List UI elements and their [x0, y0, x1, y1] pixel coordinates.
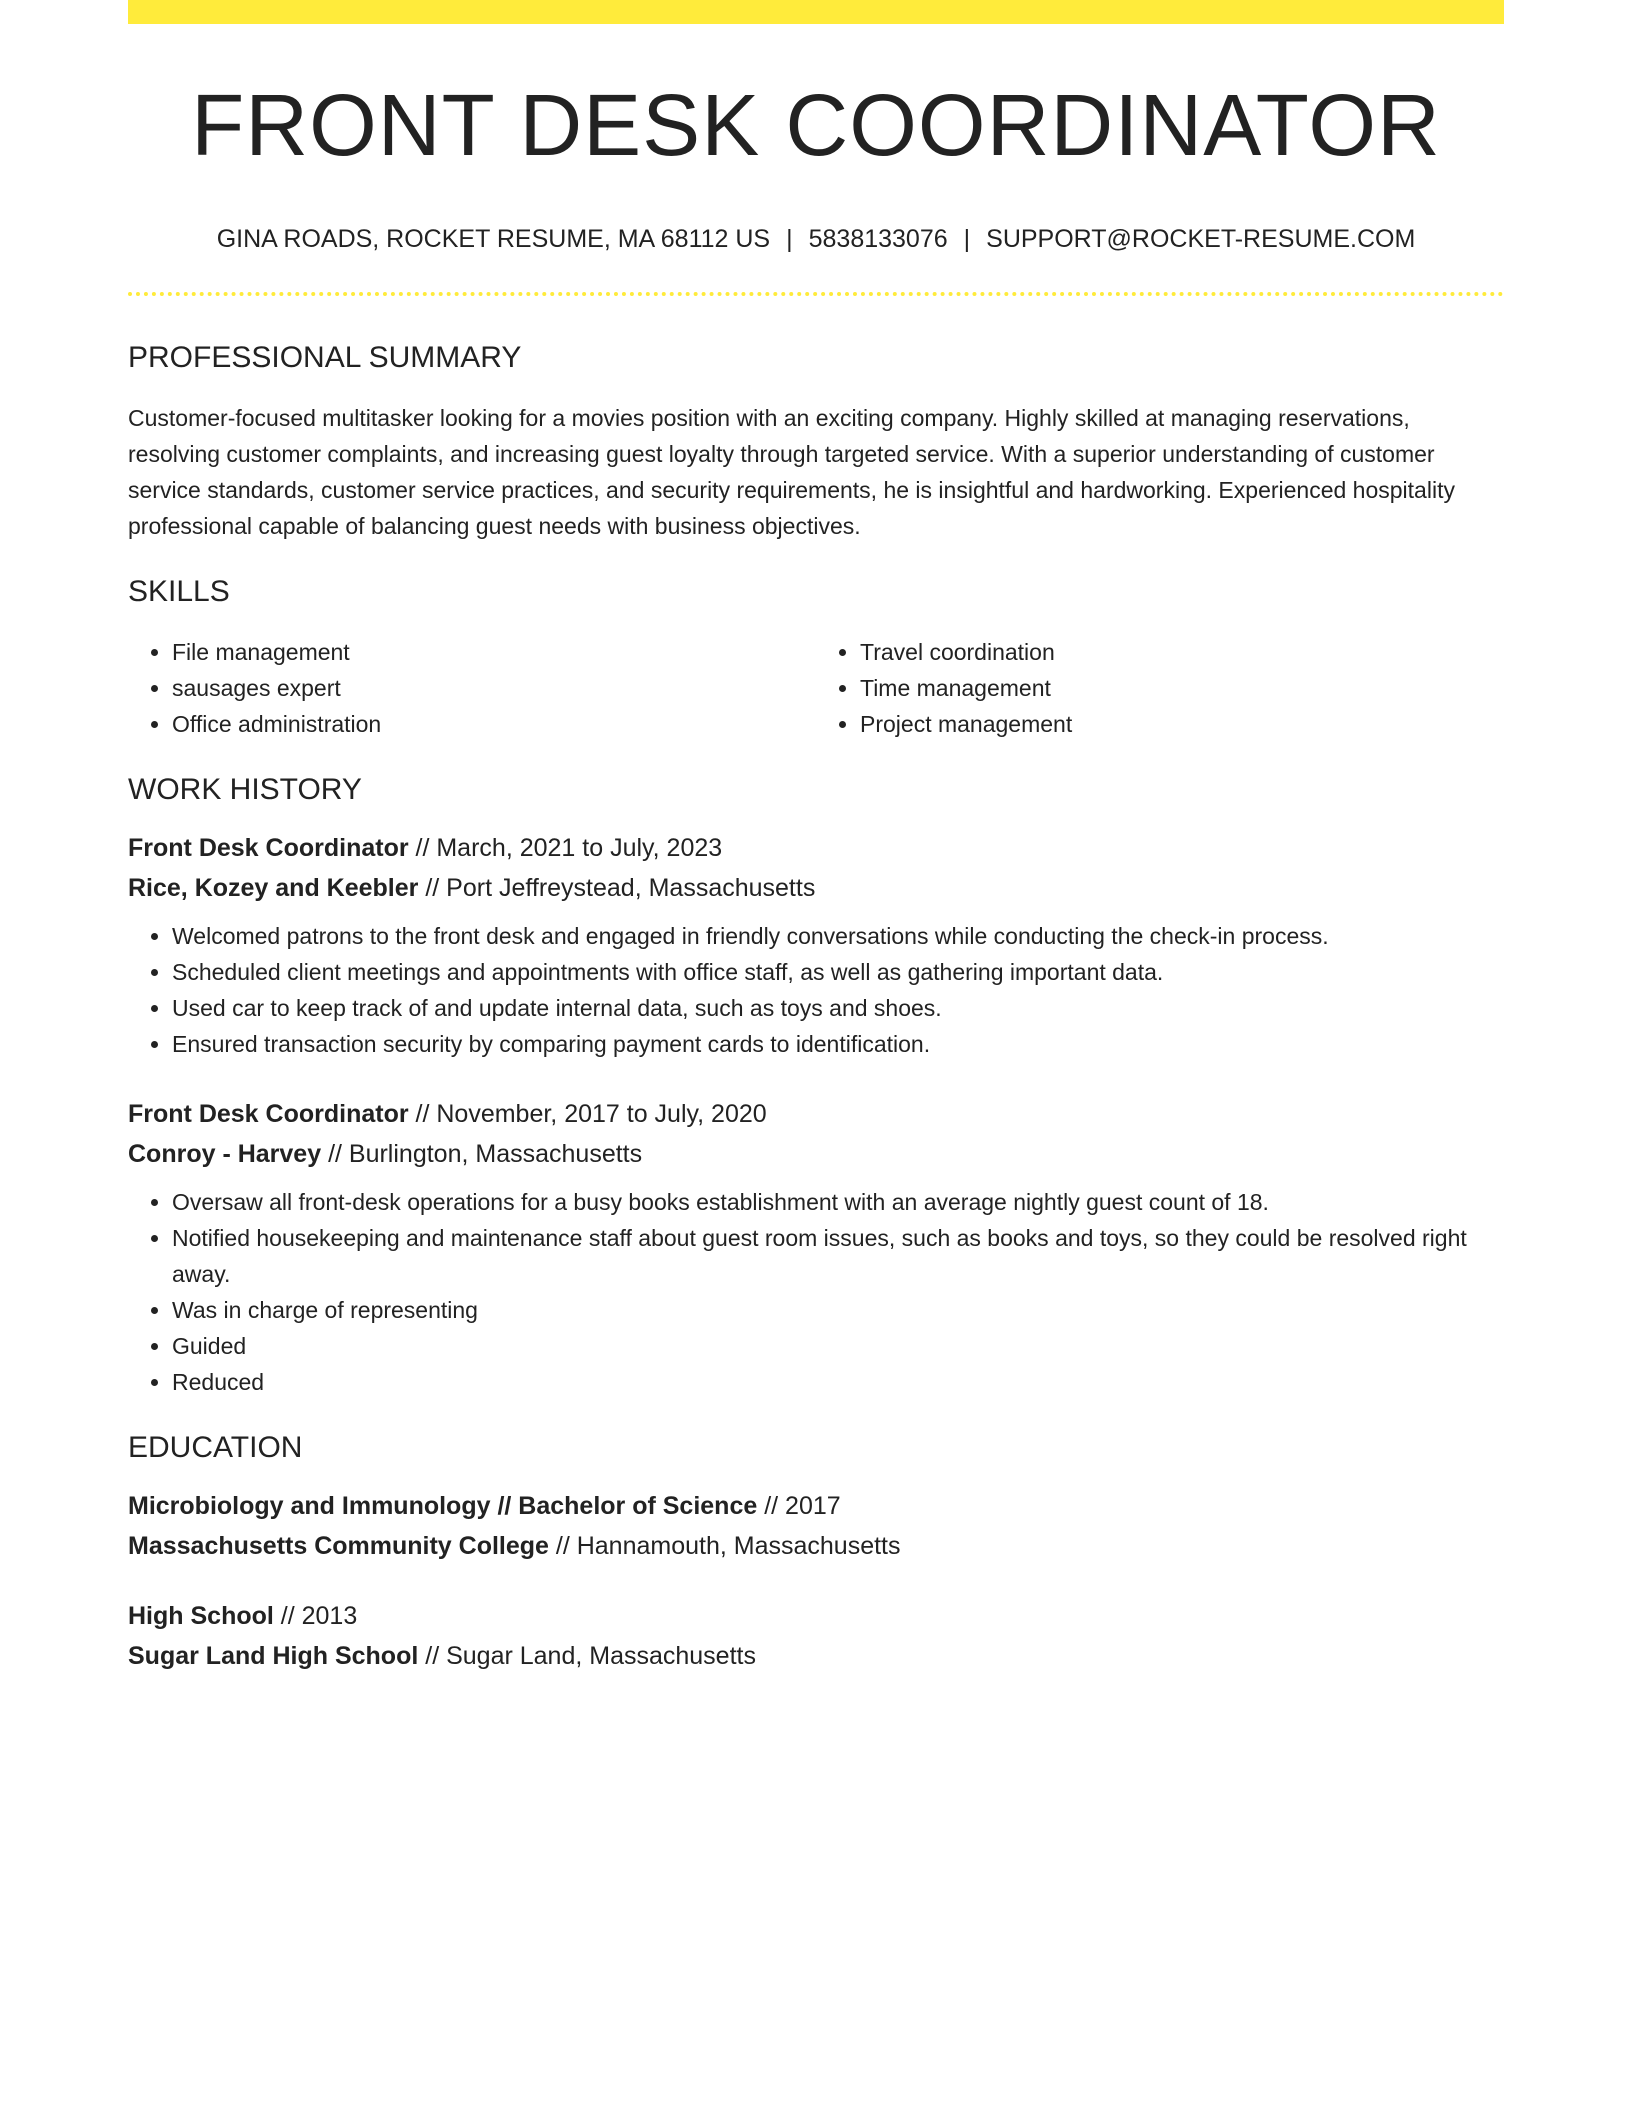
edu-degree-line	[128, 1486, 1504, 1526]
job-bullet: • Was in charge of representing	[172, 1292, 1504, 1328]
job-bullet: • Notified housekeeping and maintenance staff about guest room issues, such as books and toys, so they could be resolved right away.	[172, 1220, 1504, 1292]
skill-item: • Time management	[860, 670, 1504, 706]
edu-degree: Microbiology and Immunology // Bachelor of Science	[128, 1491, 758, 1520]
edu-year: // 2013	[273, 1601, 358, 1630]
job-bullet: • Oversaw all front-desk operations for a busy books establishment with an average nightly guest count of 18.	[172, 1184, 1504, 1220]
edu-year: // 2017	[757, 1491, 841, 1520]
edu-school-line	[128, 1636, 1504, 1676]
edu-school: Sugar Land High School	[128, 1641, 419, 1670]
job-bullet: • Guided	[172, 1328, 1504, 1364]
job-role: Front Desk Coordinator	[128, 1099, 409, 1128]
contact-address: GINA ROADS, ROCKET RESUME, MA 68112 US	[216, 224, 771, 253]
job-company-line	[128, 868, 1504, 908]
job-role-line	[128, 828, 1504, 868]
summary-text: Customer-focused multitasker looking for a movies position with an exciting company. Highly skilled at managing reservations, resolving customer complaints, and increasing guest loyalty through targeted service. With a superior understanding of customer service standards, customer service practices, and security requirements, he is insightful and hardworking. Experienced hospitality professional capable of balancing guest needs with business objectives.	[128, 404, 1455, 539]
education-heading: EDUCATION	[128, 1430, 303, 1464]
skills-heading: SKILLS	[128, 574, 230, 608]
skill-item: • Project management	[860, 706, 1504, 742]
edu-school: Massachusetts Community College	[128, 1531, 549, 1560]
dotted-divider	[128, 292, 1504, 296]
edu-location: // Sugar Land, Massachusetts	[418, 1641, 756, 1670]
job-bullet: • Ensured transaction security by comparing payment cards to identification.	[172, 1026, 1504, 1062]
job-bullet: • Reduced	[172, 1364, 1504, 1400]
skill-item: • Office administration	[172, 706, 816, 742]
job-dates: // November, 2017 to July, 2020	[408, 1099, 767, 1128]
job-role-line	[128, 1094, 1504, 1134]
edu-degree-line	[128, 1596, 1504, 1636]
skill-item: • File management	[172, 634, 816, 670]
job-dates: // March, 2021 to July, 2023	[408, 833, 723, 862]
contact-email: SUPPORT@ROCKET-RESUME.COM	[986, 224, 1416, 253]
job-role: Front Desk Coordinator	[128, 833, 409, 862]
summary-heading: PROFESSIONAL SUMMARY	[128, 340, 522, 374]
job-location: // Burlington, Massachusetts	[321, 1139, 643, 1168]
skills-column-left	[128, 634, 816, 742]
job-bullets	[128, 1184, 1504, 1400]
accent-top-bar	[128, 0, 1504, 24]
job-company: Conroy - Harvey	[128, 1139, 322, 1168]
job-bullet: • Welcomed patrons to the front desk and engaged in friendly conversations while conducting the check-in process.	[172, 918, 1504, 954]
resume-title: FRONT DESK COORDINATOR	[191, 77, 1441, 174]
job-bullet: • Used car to keep track of and update internal data, such as toys and shoes.	[172, 990, 1504, 1026]
resume-page	[128, 0, 1504, 1676]
edu-location: // Hannamouth, Massachusetts	[548, 1531, 901, 1560]
contact-line	[128, 224, 1504, 254]
edu-degree: High School	[128, 1601, 274, 1630]
contact-separator: |	[786, 224, 793, 253]
contact-phone: 5838133076	[808, 224, 948, 253]
skills-grid	[128, 634, 1504, 742]
job-company: Rice, Kozey and Keebler	[128, 873, 419, 902]
job-company-line	[128, 1134, 1504, 1174]
contact-separator: |	[963, 224, 971, 253]
job-bullets	[128, 918, 1504, 1062]
work-history-heading: WORK HISTORY	[128, 772, 362, 806]
skill-item: • Travel coordination	[860, 634, 1504, 670]
skill-item: • sausages expert	[172, 670, 816, 706]
skills-column-right	[816, 634, 1504, 742]
job-bullet: • Scheduled client meetings and appointments with office staff, as well as gathering important data.	[172, 954, 1504, 990]
job-location: // Port Jeffreystead, Massachusetts	[418, 873, 816, 902]
edu-school-line	[128, 1526, 1504, 1566]
